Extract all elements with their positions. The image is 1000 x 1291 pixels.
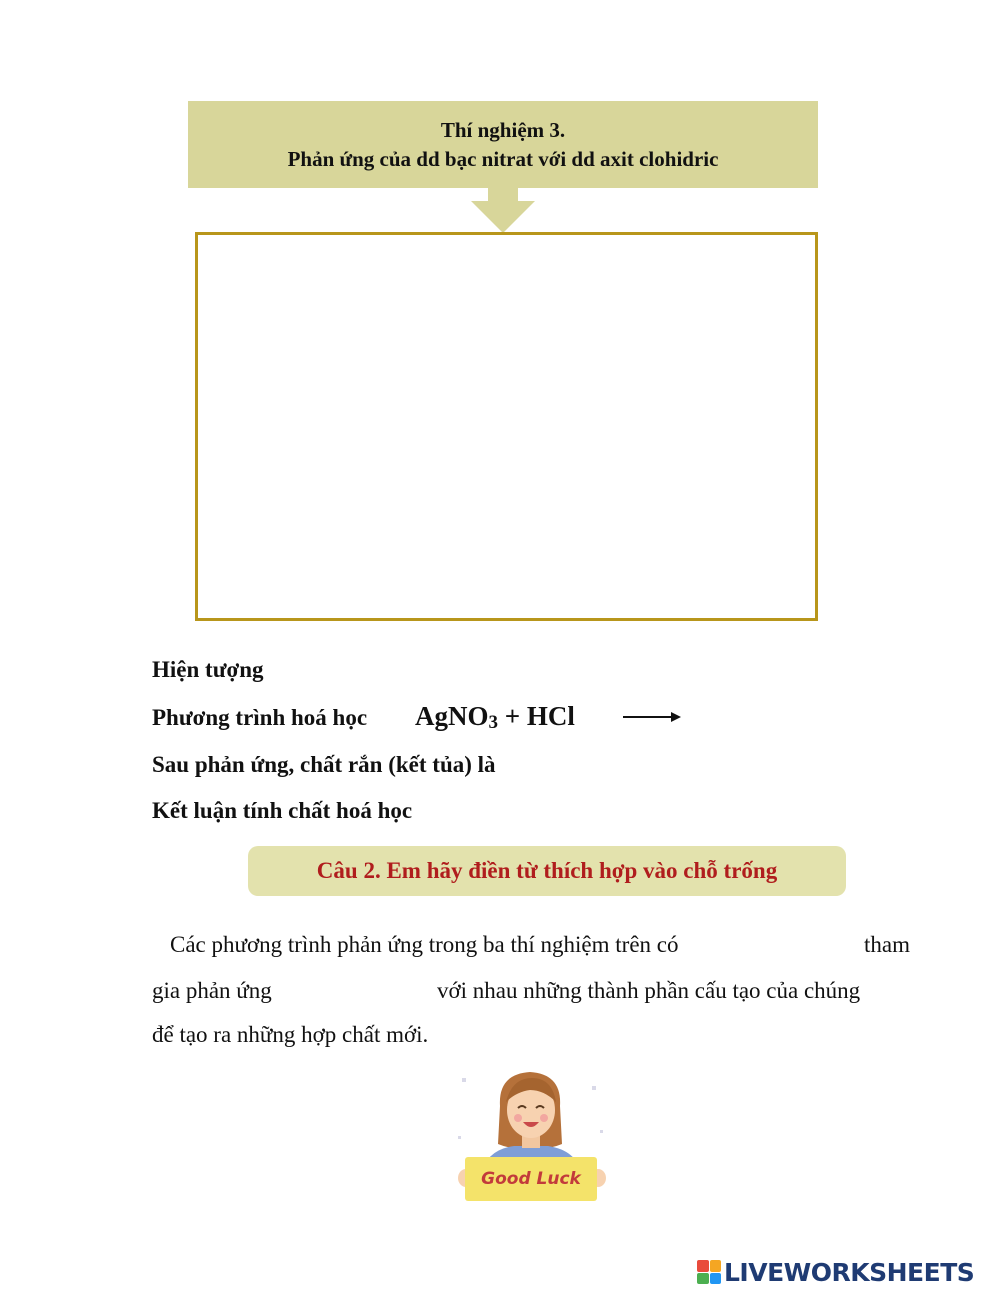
good-luck-sign (465, 1157, 597, 1201)
experiment-header (188, 101, 818, 188)
question-title: Câu 2. Em hãy điền từ thích hợp vào chỗ trống (316, 858, 778, 883)
reactant-agno3: AgNO (415, 701, 489, 731)
reactant-subscript: 3 (488, 712, 498, 733)
paragraph-text: Các phương trình phản ứng trong ba thí nghiệm trên có (170, 932, 679, 957)
liveworksheets-brand (697, 1256, 974, 1288)
precipitate-label: Sau phản ứng, chất rắn (kết tủa) là (152, 752, 496, 777)
reactant-hcl: + HCl (498, 701, 575, 731)
phenomenon-label: Hiện tượng (152, 657, 264, 682)
experiment-image-frame (195, 232, 818, 621)
experiment-title: Thí nghiệm 3. (440, 117, 566, 142)
paragraph-text: với nhau những thành phần cấu tạo của chúng (437, 978, 861, 1003)
arrow-down-icon (471, 201, 535, 233)
arrow-stem (488, 188, 518, 202)
brand-name: LIVEWORKSHEETS (724, 1257, 975, 1287)
reaction-arrow-head-icon (671, 712, 681, 722)
paragraph-text: tham (864, 932, 910, 957)
reaction-arrow-icon (623, 716, 673, 718)
paragraph-text: để tạo ra những hợp chất mới. (152, 1022, 429, 1047)
question-banner (248, 846, 846, 896)
equation-label: Phương trình hoá học (152, 705, 368, 730)
conclusion-label: Kết luận tính chất hoá học (152, 798, 413, 823)
chemical-equation (415, 698, 575, 741)
liveworksheets-logo-icon (697, 1260, 721, 1284)
paragraph-text: gia phản ứng (152, 978, 272, 1003)
good-luck-text: Good Luck (481, 1169, 581, 1189)
experiment-subtitle: Phản ứng của dd bạc nitrat với dd axit clohidric (287, 146, 719, 171)
